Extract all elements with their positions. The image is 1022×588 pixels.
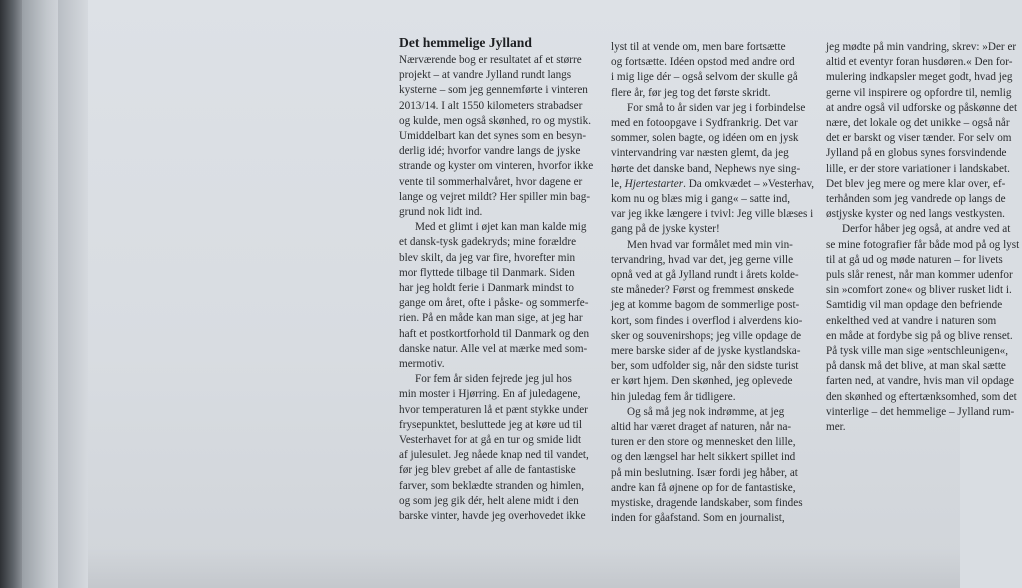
text-line: med en fotoopgave i Sydfrankrig. Det var [611,117,798,130]
text-line: Derfor håber jeg også, at andre ved at [842,223,1011,236]
text-line: altid har været draget af naturen, når na- [611,421,792,434]
text-line: projekt – at vandre Jylland rundt langs [399,69,572,82]
text-line: For små to år siden var jeg i forbindelse [627,101,806,114]
text-line: farver, som beklædte stranden og himlen, [399,479,585,492]
text-line: jeg at komme bagom de sommerlige post- [611,299,800,312]
text-line: mermotiv. [399,358,445,371]
text-line: hvor temperaturen lå et pænt stykke under [399,403,588,416]
text-line: frysepunktet, besluttede jeg at køre ud til [399,418,582,431]
text-fragment: . Da omkvædet – »Vesterhav, [683,177,815,190]
paragraph [399,53,594,220]
text-line: se mine fotografier får både mod på og lyst [826,238,1020,251]
text-line: Og så må jeg nok indrømme, at jeg [627,405,785,418]
text-fragment: le, [611,177,625,190]
text-column-2 [611,40,815,527]
text-line: blev skilt, da jeg var fire, hvorefter min [399,251,576,264]
text-line: opnå ved at gå Jylland rundt i årets kolde- [611,269,799,282]
text-line: det er barskt og viser tænder. For selv om [826,132,1012,145]
text-line: enkelthed ved at vandre i naturen som [826,314,997,327]
text-column-3 [826,40,1022,435]
text-line: altid et eventyr foran husdøren.« Den for- [826,56,1013,69]
text-line: Umiddelbart kan det synes som en besyn- [399,130,587,143]
text-line: derlig idé; hvorfor vandre langs de jyske [399,145,581,158]
text-line: kom nu og blæs mig i gang« – satte ind, [611,193,790,206]
text-line: Samtidig vil man opdage den befriende [826,299,1003,312]
text-line: gange om året, ofte i påske- og sommerfe- [399,297,589,310]
text-line: På tysk ville man sige »entschleunigen«, [826,345,1009,358]
text-line: inden for gåafstand. Som en journalist, [611,512,785,525]
text-line [611,177,815,192]
text-line: rien. På en måde kan man sige, at jeg har [399,312,583,325]
text-line: danske natur. Alle vel at mærke med som- [399,342,588,355]
book-spine [0,0,22,588]
text-line: den skønhed og eftertænksomhed, som det [826,390,1017,403]
text-line: sommer, solen bagte, og idéen om en jysk [611,132,799,145]
text-line: sker og souvenirshops; jeg ville opdage de [611,329,802,342]
book-gutter [58,0,88,588]
paragraph [399,372,591,524]
text-line: er kørt hjem. Den skønhed, jeg oplevede [611,375,793,388]
paragraph [399,220,591,372]
text-line: af julesulet. Jeg nåede knap ned til vandet, [399,449,589,462]
text-line: gang på de jyske kyster! [611,223,720,236]
text-line: andre kan få øjnene op for de fantastiske, [611,481,796,494]
text-line: min moster i Hjørring. En af juledagene, [399,388,581,401]
text-line: turen er den store og mennesket den lille, [611,436,796,449]
text-line: haft et postkortforhold til Danmark og den [399,327,590,340]
text-line: og som jeg gik dér, helt alene midt i den [399,494,579,507]
text-line: vente til sommerhalvåret, hvor dagene er [399,175,583,188]
text-line: mor flyttede tilbage til Danmark. Siden [399,266,575,279]
song-title: Hjertestarter [624,177,684,190]
text-line: Nærværende bog er resultatet af et større [399,54,582,66]
text-line: på min beslutning. Især fordi jeg håber, at [611,466,798,479]
text-line: før jeg blev grebet af alle de fantastiske [399,464,576,477]
text-line: puls slår renest, når man kommer udenfor [826,269,1013,282]
text-column-1 [399,34,594,524]
text-line: nære, det lokale og det unikke – også når [826,117,1010,130]
text-line: lille, er der store variationer i landskabet. [826,162,1010,175]
book-page [88,0,1020,588]
text-line: mere barske sider af de jyske kystlandska- [611,345,801,358]
text-line: farten ned, at vandre, hvis man vil opdage [826,375,1014,388]
text-line: jeg mødte på min vandring, skrev: »Der er [826,41,1017,53]
text-line: flere år, før jeg tog det første skridt. [611,86,771,99]
text-line: barske vinter, havde jeg overhovedet ikke [399,510,586,523]
text-line: lyst til at vende om, men bare fortsætte [611,41,786,53]
paragraph [826,40,1022,222]
paragraph [826,222,1022,435]
text-line: kort, som findes i overflod i alverdens kio- [611,314,803,327]
paragraph [611,405,803,527]
text-line: ber, som udfolder sig, når den sidste turist [611,360,799,373]
text-line: på dansk må det blive, at man skal sætte [826,360,1006,373]
text-line: Med et glimt i øjet kan man kalde mig [415,221,587,234]
text-line: Men hvad var formålet med min vin- [627,238,793,251]
text-line: sin »comfort zone« og bliver rusket lidt i. [826,284,1012,297]
text-line: en måde at fordybe sig på og blive renset. [826,329,1013,342]
text-line: kysterne – som jeg gennemførte i vinteren [399,84,588,97]
text-line: og kulde, men også skønhed, ro og mystik. [399,114,592,127]
text-line: For fem år siden fejrede jeg jul hos [415,373,572,386]
text-line: Vesterhavet for at gå en tur og smide lidt [399,434,582,447]
text-line: til at gå ud og møde naturen – for livets [826,253,1003,266]
text-line: mer. [826,421,846,434]
article-heading: Det hemmelige Jylland [399,35,532,50]
text-line: i mig lige dér – også selvom der skulle gå [611,71,798,84]
text-line: tervandring, hvad var det, jeg gerne ville [611,253,794,266]
text-line: vintervandring var næsten glemt, da jeg [611,147,789,160]
text-line: grund nok lidt ind. [399,206,483,219]
page-shadow [88,548,960,588]
text-line: vinterlige – det hemmelige – Jylland rum- [826,405,1015,418]
text-line: et dansk-tysk gadekryds; mine forældre [399,236,577,249]
text-line: mystiske, dragende landskaber, som findes [611,497,803,510]
text-line: ste måneder? Først og fremmest ønskede [611,284,794,297]
text-line: gerne vil inspirere og opfordre til, nemlig [826,86,1012,99]
text-line: 2013/14. I alt 1550 kilometers strabadser [399,99,583,112]
paragraph [611,101,815,238]
text-line: og fortsætte. Idéen opstod med andre ord [611,56,795,69]
text-line: mulering indkapsler meget godt, hvad jeg [826,71,1013,84]
text-line: strande og kyster om vinteren, hvorfor ikke [399,160,594,173]
text-line: at andre også vil udforske og påskønne det [826,101,1018,114]
text-line: østjyske kyster og ned langs vestkysten. [826,208,1005,221]
paragraph [611,40,803,101]
text-line: var jeg ikke længere i tvivl: Jeg ville blæses i [611,208,814,221]
text-line: lange og vejret mildt? Her spiller min bag- [399,190,591,203]
text-line: Jylland på en globus synes forsvindende [826,147,1007,160]
text-line: hin juledag fem år tidligere. [611,390,736,403]
left-page-edge [22,0,58,588]
text-line: Det blev jeg mere og mere klar over, ef- [826,177,1006,190]
text-line: terhånden som jeg vandrede op langs de [826,193,1006,206]
text-line: hørte det danske band, Nephews nye sing- [611,162,801,175]
text-line: har jeg holdt ferie i Danmark mindst to [399,282,574,295]
text-line: og den længsel har helt sikkert spillet ind [611,451,796,464]
paragraph [611,238,803,405]
